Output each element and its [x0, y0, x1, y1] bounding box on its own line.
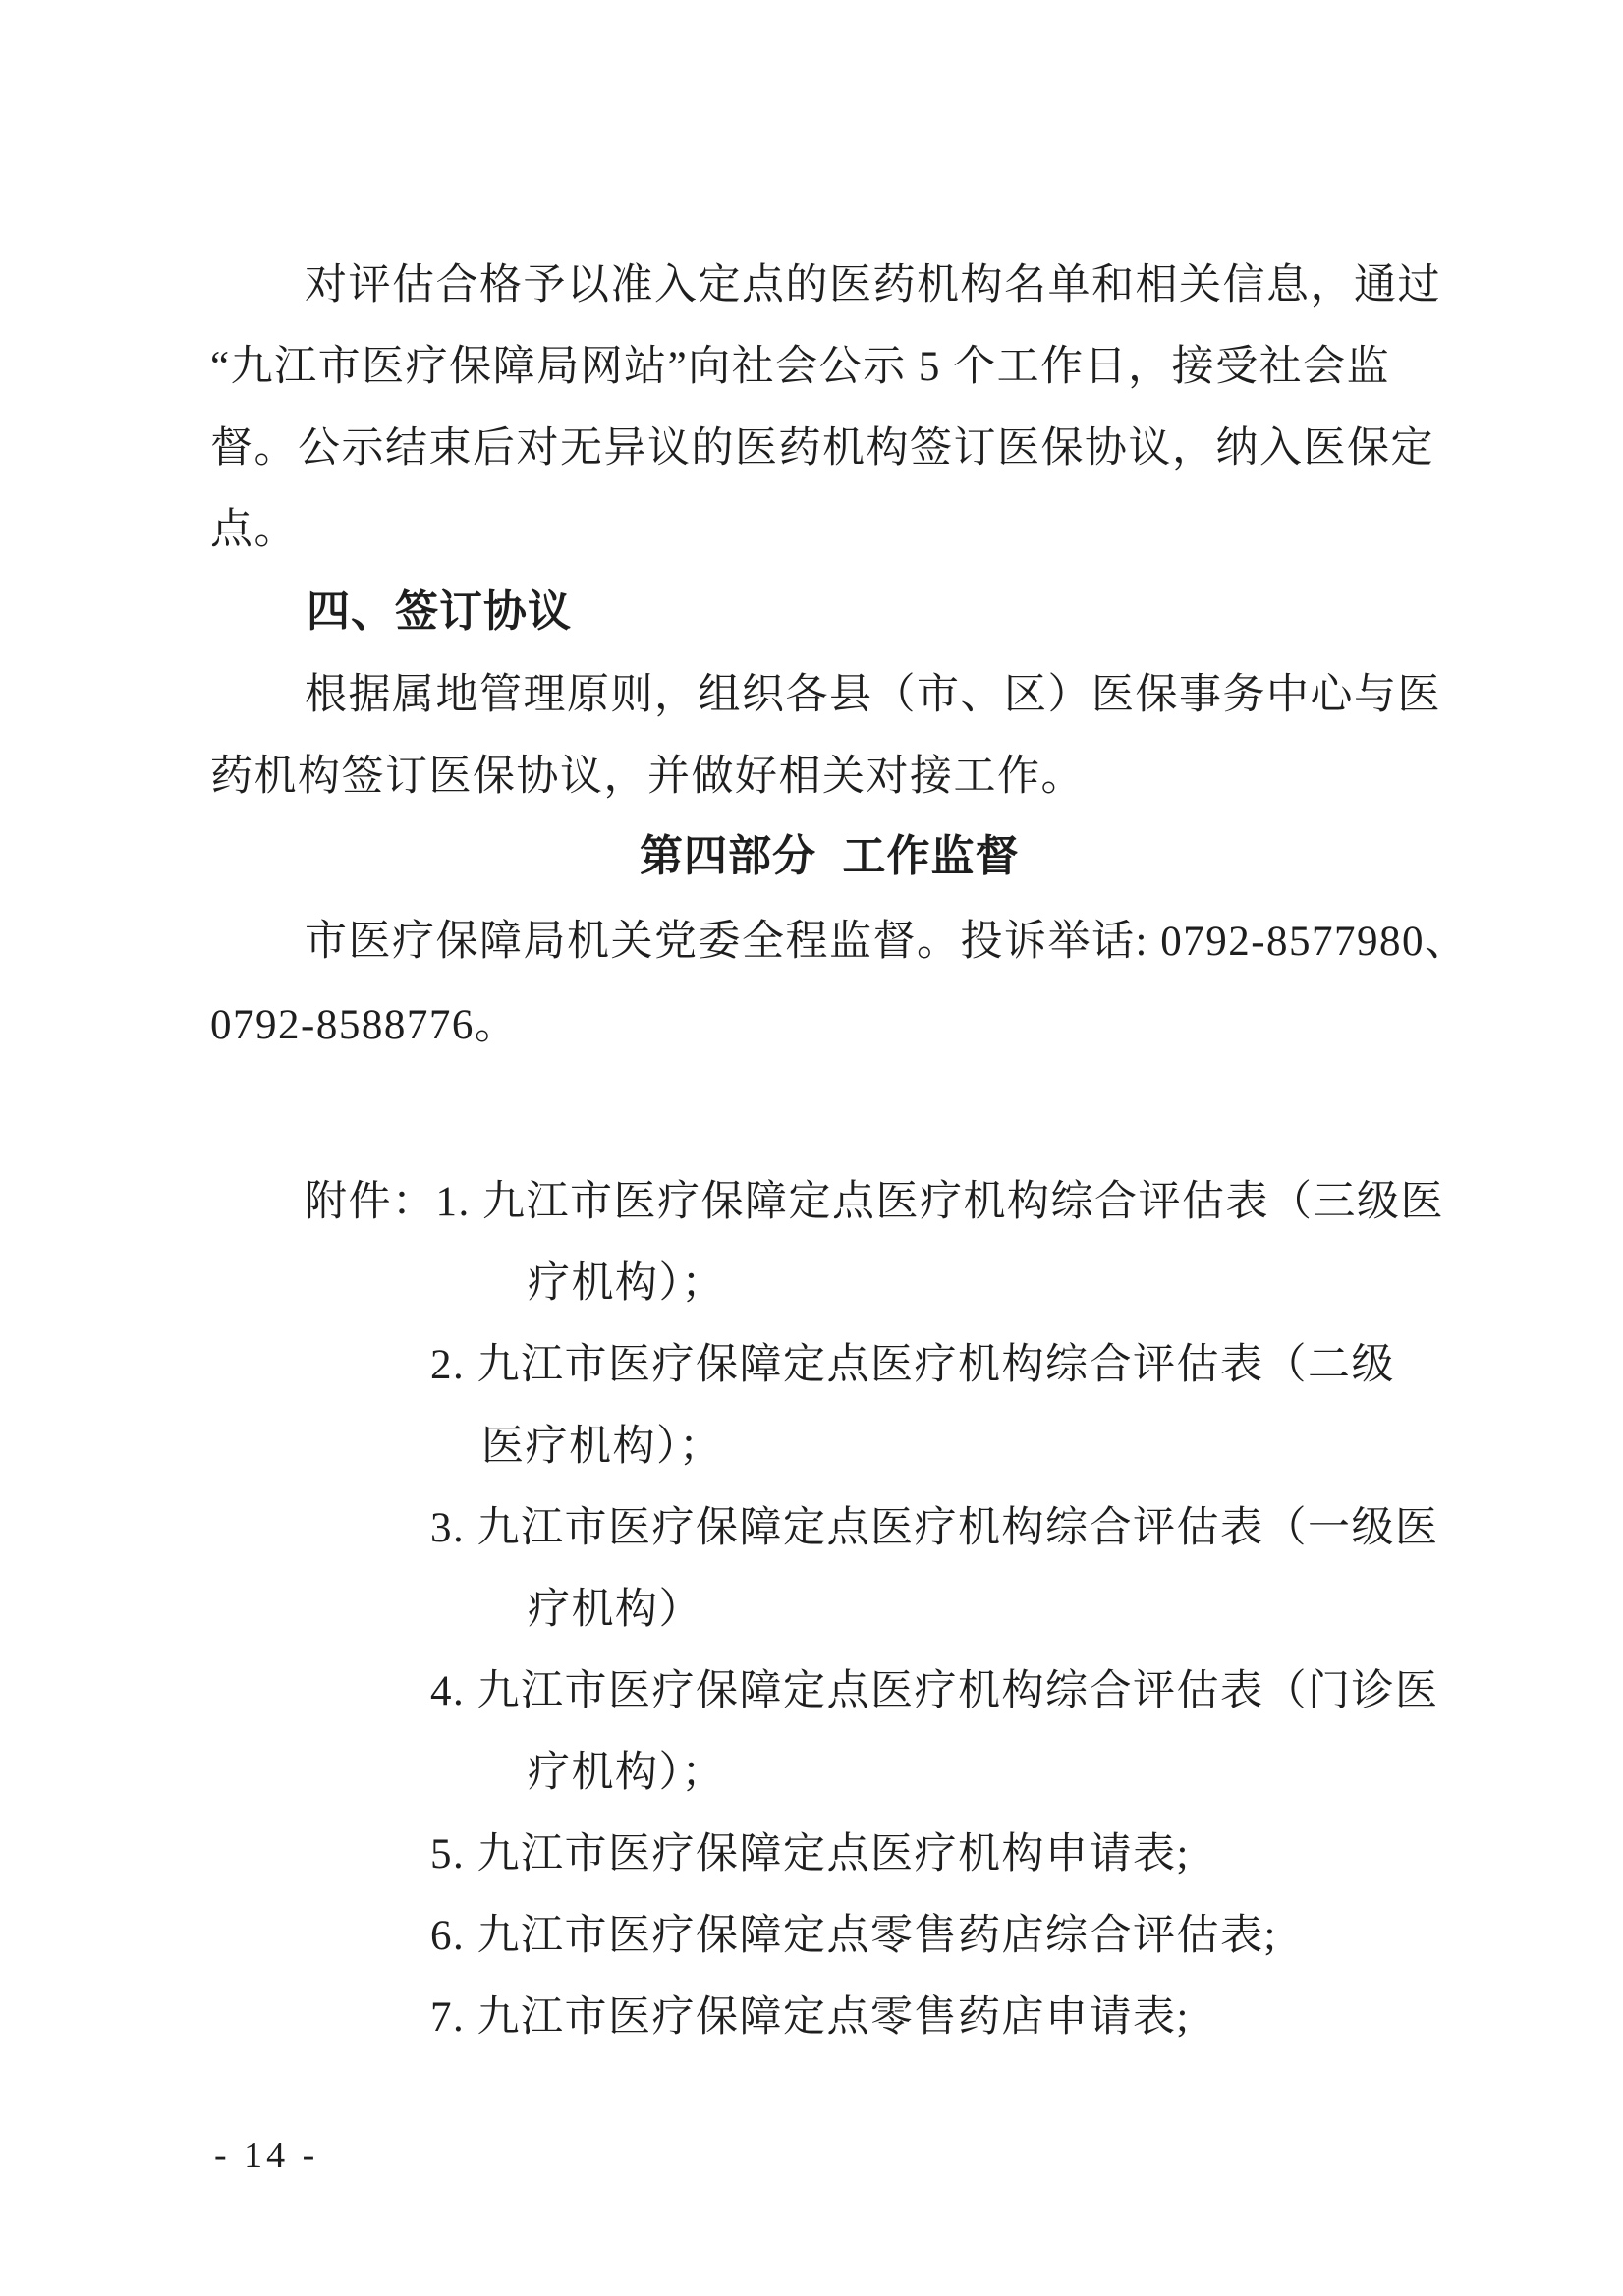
attachment-line: 疗机构）: [528, 1587, 702, 1633]
attachment-line: 2. 九江市医疗保障定点医疗机构综合评估表（二级: [430, 1342, 1395, 1388]
attachment-line: 附件：1. 九江市医疗保障定点医疗机构综合评估表（三级医: [305, 1179, 1444, 1225]
attachment-line: 医疗机构）；: [481, 1424, 723, 1470]
page-number: - 14 -: [214, 2135, 319, 2176]
paragraph-line: 0792-8588776。: [210, 1002, 519, 1048]
paragraph-line: 点。: [210, 507, 298, 553]
attachment-line: 3. 九江市医疗保障定点医疗机构综合评估表（一级医: [430, 1505, 1439, 1551]
part-heading: 第四部分 工作监督: [640, 832, 1020, 880]
paragraph-line: 根据属地管理原则，组织各县（市、区）医保事务中心与医: [305, 672, 1441, 718]
section-heading: 四、签订协议: [307, 588, 572, 636]
paragraph-line: 对评估合格予以准入定点的医药机构名单和相关信息，通过: [305, 262, 1441, 308]
attachment-line: 4. 九江市医疗保障定点医疗机构综合评估表（门诊医: [430, 1668, 1439, 1714]
attachment-line: 5. 九江市医疗保障定点医疗机构申请表;: [430, 1831, 1190, 1877]
paragraph-line: 药机构签订医保协议，并做好相关对接工作。: [210, 754, 1085, 800]
attachment-line: 疗机构）；: [528, 1750, 725, 1796]
paragraph-line: 市医疗保障局机关党委全程监督。投诉举话: 0792-8577980、: [305, 919, 1469, 965]
paragraph-line: 督。公示结束后对无异议的医药机构签订医保协议，纳入医保定: [210, 425, 1434, 472]
attachment-line: 7. 九江市医疗保障定点零售药店申请表;: [430, 1994, 1190, 2041]
attachment-line: 6. 九江市医疗保障定点零售药店综合评估表;: [430, 1913, 1277, 1959]
paragraph-line: “九江市医疗保障局网站”向社会公示 5 个工作日，接受社会监: [210, 344, 1391, 390]
attachment-line: 疗机构）；: [528, 1260, 725, 1307]
